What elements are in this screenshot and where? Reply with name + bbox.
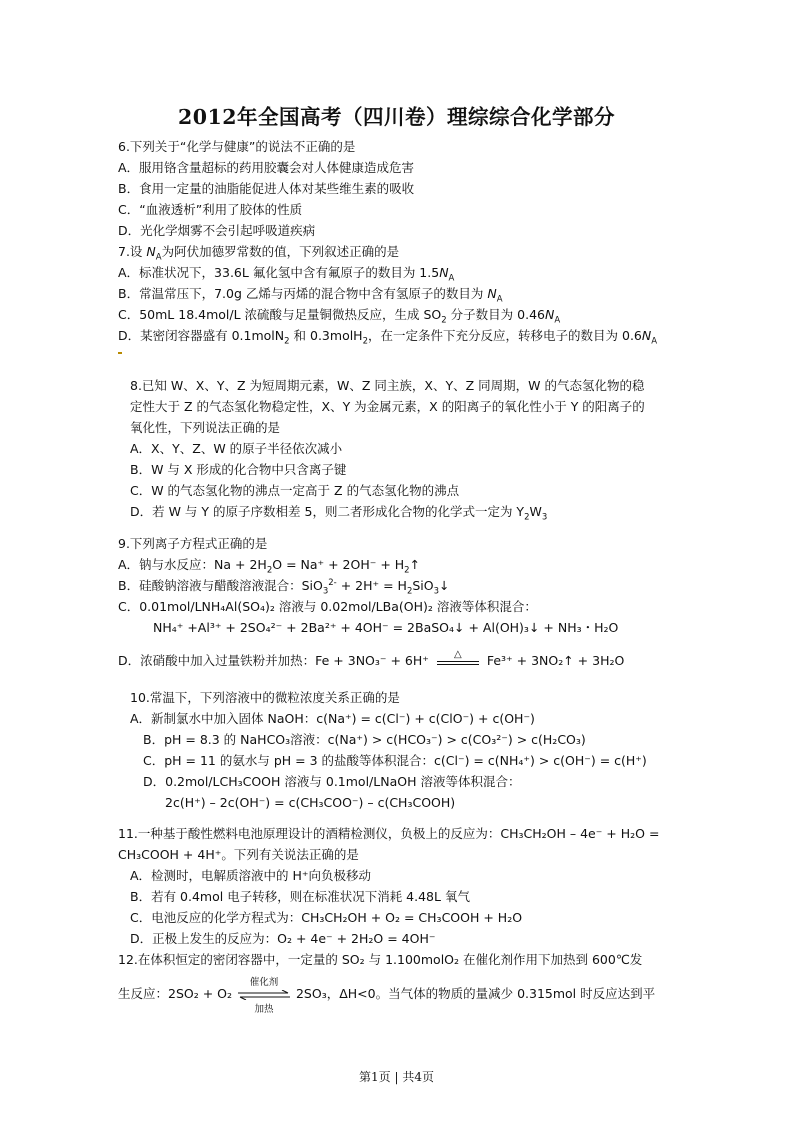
q8-stem-line2: 定性大于 Z 的气态氢化物稳定性，X、Y 为金属元素，X 的阳离子的氧化性小于 Y 的阳离子的: [130, 399, 645, 414]
q7-c-text: C．50mL 18.4mol/L 浓硫酸与足量铜微热反应，生成 SO: [118, 307, 442, 322]
q9-a-text: A．钠与水反应：Na + 2H: [118, 557, 267, 572]
q10-option-d-line2: 2c(H⁺) – 2c(OH⁻) = c(CH₃COO⁻) – c(CH₃COOH): [165, 795, 456, 810]
q9-option-c-line2: NH₄⁺ +Al³⁺ + 2SO₄²⁻ + 2Ba²⁺ + 4OH⁻ = 2BaSO₄↓ + Al(OH)₃↓ + NH₃・H₂O: [153, 620, 619, 635]
q12-stem-line2: [118, 976, 656, 1015]
q7-stem-pre: 7.设: [118, 244, 147, 259]
q7-d-sub1: 2: [284, 336, 290, 347]
heat-symbol: △: [454, 648, 462, 660]
q8-option-d: [130, 504, 548, 523]
q7-b-text: B．常温常压下，7.0g 乙烯与丙烯的混合物中含有氢原子的数目为: [118, 286, 488, 301]
q9-d-post: Fe³⁺ + 3NO₂↑ + 3H₂O: [486, 653, 625, 668]
q10-option-b: B．pH = 8.3 的 NaHCO₃溶液：c(Na⁺) > c(HCO₃⁻) > c(CO₃²⁻) > c(H₂CO₃): [143, 732, 586, 747]
q7-option-c: [118, 307, 561, 326]
q9-b-sub2: 2: [406, 586, 413, 597]
q7-stem: [118, 244, 400, 263]
q9-option-b: [118, 577, 450, 597]
na-sub: A: [554, 315, 561, 326]
q12-line2-pre: 生反应：2SO₂ + O₂: [118, 986, 233, 1001]
q9-option-c-line1: C．0.01mol/LNH₄Al(SO₄)₂ 溶液与 0.02mol/LBa(OH)₂ 溶液等体积混合：: [118, 599, 537, 614]
q7-option-b: [118, 286, 503, 305]
q9-a-sub1: 2: [266, 565, 273, 576]
q11-stem-line2: CH₃COOH + 4H⁺。下列有关说法正确的是: [118, 847, 359, 862]
q11-option-c: C．电池反应的化学方程式为：CH₃CH₂OH + O₂ = CH₃COOH + H₂O: [130, 910, 523, 925]
q8-option-c: C．W 的气态氢化物的沸点一定高于 Z 的气态氢化物的沸点: [130, 483, 460, 498]
q9-option-d: [118, 648, 625, 670]
q7-d-sub2: 2: [362, 336, 369, 347]
q7-c-post: 分子数目为 0.46: [446, 307, 545, 322]
q12-line2-post: 2SO₃，ΔH<0。当气体的物质的量减少 0.315mol 时反应达到平: [295, 986, 656, 1001]
catalyst-label: 催化剂: [249, 976, 279, 988]
q7-option-d: [118, 328, 658, 347]
q8-stem-line1: 8.已知 W、X、Y、Z 为短周期元素，W、Z 同主族，X、Y、Z 同周期，W 的气态氢化物的稳: [130, 378, 645, 393]
q8-option-b: B．W 与 X 形成的化合物中只含离子键: [130, 462, 347, 477]
q11-option-d: D．正极上发生的反应为：O₂ + 4e⁻ + 2H₂O = 4OH⁻: [130, 931, 436, 946]
up-arrow-icon: ↑: [409, 557, 421, 572]
down-arrow-icon: ↓: [439, 578, 450, 593]
q9-b-sub1: 3: [322, 586, 329, 597]
q7-d-post: ，在一定条件下充分反应，转移电子的数目为 0.6: [368, 328, 642, 343]
heating-label: 加热: [254, 1003, 274, 1015]
q8-d-text: D．若 W 与 Y 的原子序数相差 5，则二者形成化合物的化学式一定为 Y: [130, 504, 525, 519]
q11-stem-line1: 11.一种基于酸性燃料电池原理设计的酒精检测仪，负极上的反应为：CH₃CH₂OH – 4e⁻ + H₂O =: [118, 826, 660, 841]
q7-d-text: D．某密闭容器盛有 0.1molN: [118, 328, 285, 343]
na-sub: A: [155, 252, 162, 263]
q9-b-text: B．硅酸钠溶液与醋酸溶液混合：SiO: [118, 578, 323, 593]
page-title: 2012年全国高考（四川卷）理综综合化学部分: [177, 105, 616, 129]
q6-option-a: A．服用铬含量超标的药用胶囊会对人体健康造成危害: [118, 160, 415, 175]
q7-stem-post: 为阿伏加德罗常数的值，下列叙述正确的是: [161, 244, 400, 259]
na-symbol: N: [544, 307, 555, 322]
q10-option-a: A．新制氯水中加入固体 NaOH：c(Na⁺) = c(Cl⁻) + c(ClO⁻) + c(OH⁻): [130, 711, 535, 726]
q8-option-a: A．X、Y、Z、W 的原子半径依次减小: [130, 441, 343, 456]
q6-option-b: B．食用一定量的油脂能促进人体对某些维生素的吸收: [118, 181, 415, 196]
q10-option-d-line1: D．0.2mol/LCH₃COOH 溶液与 0.1mol/LNaOH 溶液等体积混合：: [143, 774, 521, 789]
q8-stem-line3: 氧化性，下列说法正确的是: [130, 420, 281, 435]
q11-option-a: A．检测时，电解质溶液中的 H⁺向负极移动: [130, 868, 372, 883]
q6-stem: 6.下列关于“化学与健康”的说法不正确的是: [118, 139, 356, 154]
na-sub: A: [651, 336, 658, 347]
reversible-arrow: [236, 976, 292, 1015]
na-sub: A: [448, 273, 455, 284]
q7-option-a: [118, 265, 455, 284]
q7-d-mid: 和 0.3molH: [289, 328, 363, 343]
page-footer: 第1页 | 共4页: [359, 1070, 434, 1084]
q9-a-sub2: 2: [404, 565, 410, 576]
q9-d-text: D．浓硝酸中加入过量铁粉并加热：Fe + 3NO₃⁻ + 6H⁺: [118, 653, 429, 668]
q10-stem: 10.常温下，下列溶液中的微粒浓度关系正确的是: [130, 690, 400, 705]
q12-stem-line1: 12.在体积恒定的密闭容器中，一定量的 SO₂ 与 1.100molO₂ 在催化剂作用下加热到 600℃发: [118, 952, 643, 967]
stray-mark: [118, 352, 122, 354]
q7-c-sub: 2: [441, 315, 447, 326]
na-symbol: N: [146, 244, 156, 259]
heat-equals-sign: [433, 648, 483, 670]
q6-option-c: C．“血液透析”利用了胶体的性质: [118, 202, 303, 217]
q8-d-sub2: 3: [541, 512, 548, 523]
q6-option-d: D．光化学烟雾不会引起呼吸道疾病: [118, 223, 316, 238]
q9-stem: 9.下列离子方程式正确的是: [118, 536, 268, 551]
equilibrium-arrow-icon: [238, 990, 290, 1000]
q8-d-mid: W: [529, 504, 542, 519]
q8-d-sub1: 2: [524, 512, 530, 523]
q9-a-post: O = Na⁺ + 2OH⁻ + H: [272, 557, 405, 572]
na-sub: A: [496, 294, 503, 305]
q9-b-sup1: 2-: [328, 577, 337, 588]
na-symbol: N: [439, 265, 449, 280]
q9-b-sub3: 3: [433, 586, 440, 597]
q9-b-mid2: SiO: [412, 578, 434, 593]
na-symbol: N: [641, 328, 652, 343]
q11-option-b: B．若有 0.4mol 电子转移，则在标准状况下消耗 4.48L 氧气: [130, 889, 470, 904]
q9-option-a: [118, 557, 421, 576]
q9-b-mid: + 2H⁺ = H: [336, 578, 407, 593]
q10-option-c: C．pH = 11 的氨水与 pH = 3 的盐酸等体积混合：c(Cl⁻) = c(NH₄⁺) > c(OH⁻) = c(H⁺): [143, 753, 647, 768]
q7-a-text: A．标准状况下，33.6L 氟化氢中含有氟原子的数目为 1.5: [118, 265, 440, 280]
na-symbol: N: [487, 286, 497, 301]
